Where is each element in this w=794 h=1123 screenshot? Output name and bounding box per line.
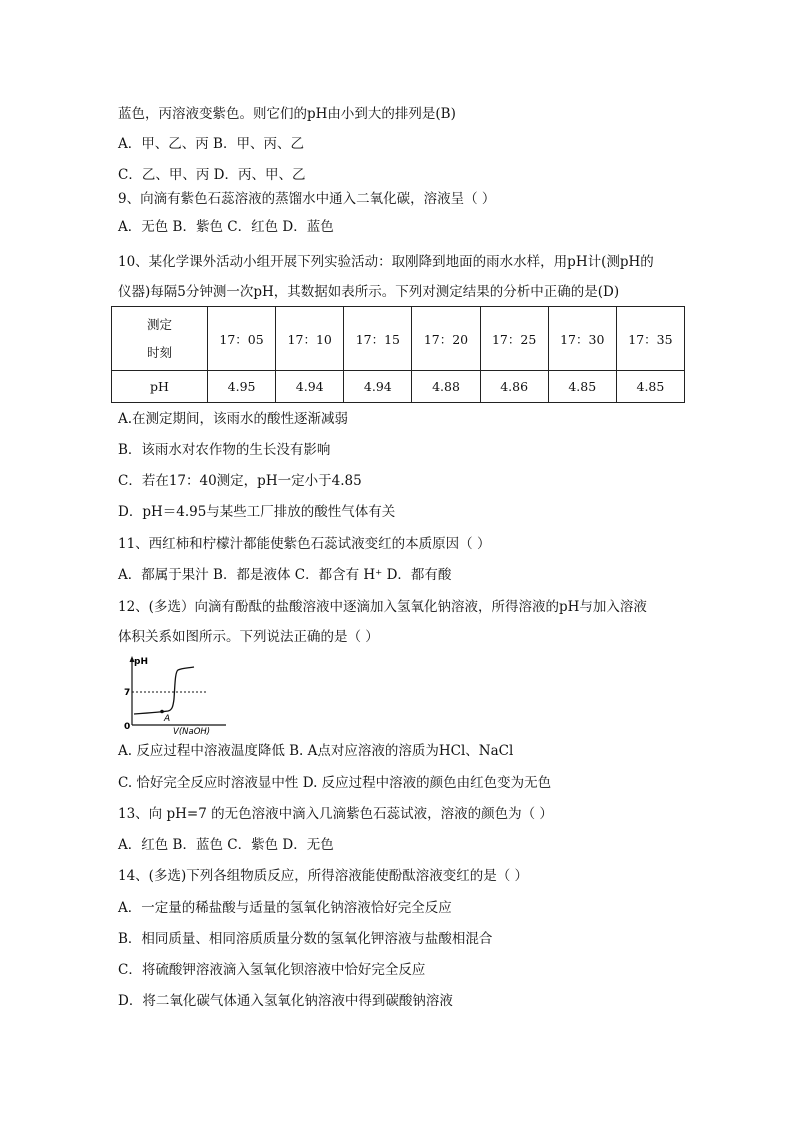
origin-label: 0 [124, 722, 131, 732]
text-line-l20: 14、(多选)下列各组物质反应，所得溶液能使酚酞溶液变红的是（ ） [118, 868, 529, 884]
text-line-l18: 13、向 pH=7 的无色溶液中滴入几滴紫色石蕊试液，溶液的颜色为（ ） [118, 806, 553, 822]
table-row-ph [112, 371, 685, 403]
ph-cell: 4.85 [616, 371, 684, 403]
time-cell: 17：25 [480, 307, 548, 371]
text-line-l02: A．甲、乙、丙 B．甲、丙、乙 [118, 136, 304, 152]
text-line-l04: 9、向滴有紫色石蕊溶液的蒸馏水中通入二氧化碳，溶液呈（ ） [118, 191, 496, 207]
table-row-time [112, 307, 685, 371]
text-line-l09: B．该雨水对农作物的生长没有影响 [118, 442, 331, 458]
point-a-marker [160, 710, 164, 714]
text-line-l08: A.在测定期间，该雨水的酸性逐渐减弱 [118, 411, 349, 427]
time-cell: 17：10 [276, 307, 344, 371]
header-line1: 测定 [146, 316, 172, 332]
text-line-l07: 仪器)每隔5分钟测一次pH，其数据如表所示。下列对测定结果的分析中正确的是(D) [118, 284, 620, 300]
time-cell: 17：20 [412, 307, 480, 371]
titration-curve [134, 667, 194, 714]
text-line-l11: D．pH＝4.95与某些工厂排放的酸性气体有关 [118, 504, 396, 520]
text-line-l21: A．一定量的稀盐酸与适量的氢氧化钠溶液恰好完全反应 [118, 900, 452, 916]
y-tick-label: 7 [124, 688, 131, 698]
y-axis-label: pH [134, 657, 148, 667]
text-line-l10: C．若在17：40测定，pH一定小于4.85 [118, 473, 362, 489]
time-cell: 17：35 [616, 307, 684, 371]
text-line-l13: A．都属于果汁 B．都是液体 C．都含有 H⁺ D．都有酸 [118, 567, 452, 583]
text-line-l01: 蓝色，丙溶液变紫色。则它们的pH由小到大的排列是(B) [118, 106, 456, 122]
text-line-l15: 体积关系如图所示。下列说法正确的是（ ） [118, 629, 379, 645]
ph-titration-chart [118, 655, 233, 735]
time-cell: 17：05 [208, 307, 276, 371]
text-line-l03: C．乙、甲、丙 D．丙、甲、乙 [118, 167, 306, 183]
text-line-l24: D．将二氧化碳气体通入氢氧化钠溶液中得到碳酸钠溶液 [118, 993, 453, 1009]
ph-cell: 4.88 [412, 371, 480, 403]
text-line-l12: 11、西红柿和柠檬汁都能使紫色石蕊试液变红的本质原因（ ） [118, 536, 491, 552]
text-line-l14: 12、(多选）向滴有酚酞的盐酸溶液中逐滴加入氢氧化钠溶液，所得溶液的pH与加入溶液 [118, 599, 647, 615]
ph-cell: 4.95 [208, 371, 276, 403]
header-time-cell [112, 307, 208, 371]
time-cell: 17：30 [548, 307, 616, 371]
ph-cell: 4.94 [344, 371, 412, 403]
text-line-l22: B．相同质量、相同溶质质量分数的氢氧化钾溶液与盐酸相混合 [118, 931, 493, 947]
header-line2: 时刻 [146, 344, 172, 360]
ph-cell: 4.94 [276, 371, 344, 403]
point-a-label: A [164, 714, 171, 724]
x-axis-label: V(NaOH) [173, 727, 211, 735]
text-line-l05: A．无色 B．紫色 C．红色 D．蓝色 [118, 219, 334, 235]
text-line-l16: A. 反应过程中溶液温度降低 B. A点对应溶液的溶质为HCl、NaCl [118, 743, 514, 759]
ph-cell: 4.85 [548, 371, 616, 403]
text-line-l06: 10、某化学课外活动小组开展下列实验活动：取刚降到地面的雨水水样，用pH计(测pH的 [118, 254, 654, 270]
ph-cell: 4.86 [480, 371, 548, 403]
text-line-l23: C．将硫酸钾溶液滴入氢氧化钡溶液中恰好完全反应 [118, 962, 426, 978]
time-cell: 17：15 [344, 307, 412, 371]
text-line-l19: A．红色 B．蓝色 C．紫色 D．无色 [118, 837, 334, 853]
ph-label-cell: pH [112, 371, 208, 403]
text-line-l17: C. 恰好完全反应时溶液显中性 D. 反应过程中溶液的颜色由红色变为无色 [118, 775, 552, 791]
ph-data-table [111, 306, 685, 403]
